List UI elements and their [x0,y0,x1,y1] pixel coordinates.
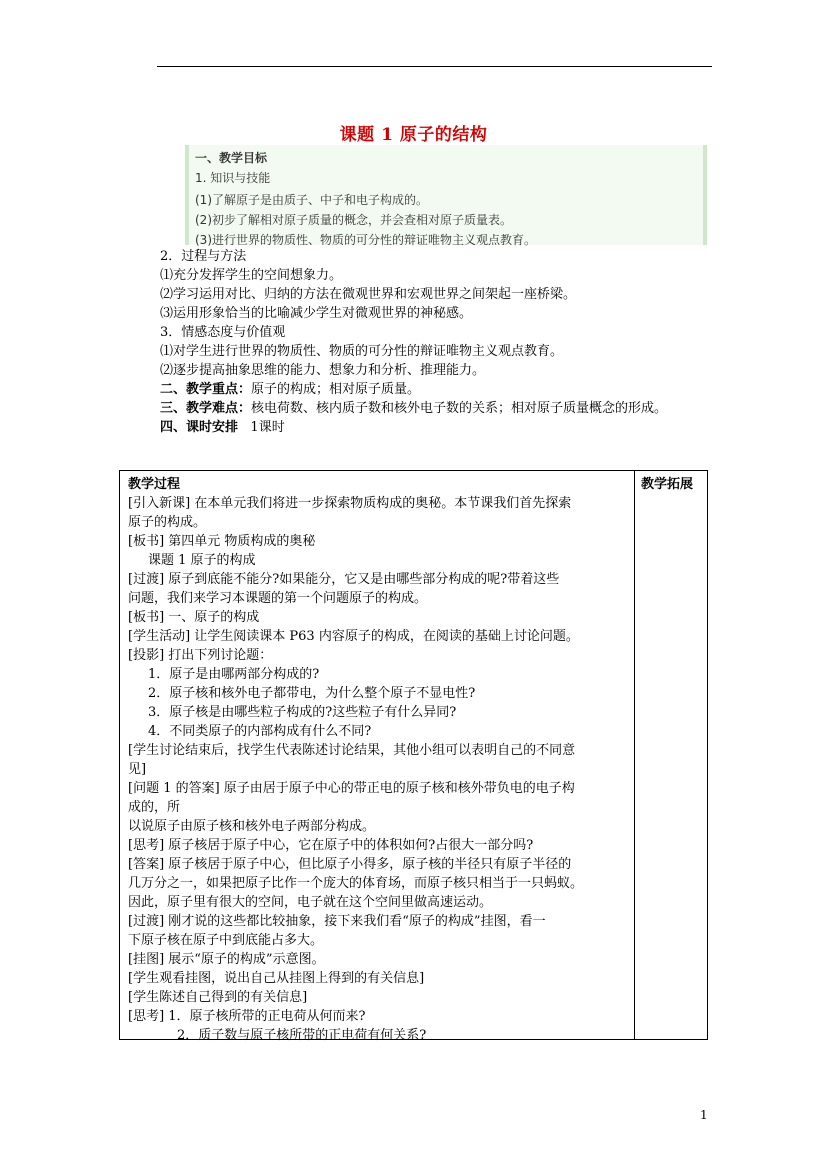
discussion-question: 4．不同类原子的内部构成有什么不同? [148,724,372,739]
process-line: 因此，原子里有很大的空间，电子就在这个空间里做高速运动。 [128,895,493,910]
section-attitude-item: ⑵逐步提高抽象思维的能力、想象力和分析、推理能力。 [160,363,486,378]
header-rule [157,66,712,67]
process-line: 问题，我们来学习本课题的第一个问题原子的构成。 [128,591,428,606]
teaching-goals-box [185,145,707,245]
process-line: [思考] 原子核居于原子中心，它在原子中的体积如何?占很大一部分吗? [128,838,534,853]
teaching-process-cell [120,471,635,1043]
process-line: 成的，所 [128,800,181,815]
section-attitude-heading: 3．情感态度与价值观 [160,325,286,340]
process-line: [过渡] 原子到底能不能分?如果能分，它又是由哪些部分构成的呢?带着这些 [128,572,560,587]
process-line: [思考] 1．原子核所带的正电荷从何而来? [128,1009,366,1024]
process-line: [投影] 打出下列讨论题： [128,648,273,663]
discussion-question: 3．原子核是由哪些粒子构成的?这些粒子有什么异同? [148,705,457,720]
goal-item: (2)初步了解相对原子质量的概念，并会查相对原子质量表。 [195,213,513,227]
process-line: [问题 1 的答案] 原子由居于原子中心的带正电的原子核和核外带负电的电子构 [128,781,575,796]
section-attitude-item: ⑴对学生进行世界的物质性、物质的可分性的辩证唯物主义观点教育。 [160,344,564,359]
extension-header: 教学拓展 [641,477,694,492]
difficulty-line [160,400,667,417]
process-line: [答案] 原子核居于原子中心，但比原子小得多，原子核的半径只有原子半径的 [128,857,572,872]
difficulty-text: 核电荷数、核内质子数和核外电子数的关系；相对原子质量概念的形成。 [251,401,668,416]
lesson-table [119,470,708,1043]
process-line: 见] [128,762,147,777]
process-header: 教学过程 [128,477,181,492]
process-line: 几万分之一，如果把原子比作一个庞大的体育场，而原子核只相当于一只蚂蚁。 [128,876,584,891]
goal-item: (3)进行世界的物质性、物质的可分性的辩证唯物主义观点教育。 [195,233,537,247]
process-line: 课题 1 原子的构成 [148,553,256,568]
process-line: 下原子核在原子中到底能占多大。 [128,933,324,948]
process-line: [挂图] 展示“原子的构成”示意图。 [128,952,325,967]
process-line: 以说原子由原子核和核外电子两部分构成。 [128,819,376,834]
discussion-question: 1．原子是由哪两部分构成的? [148,667,320,682]
page-number: 1 [700,1108,708,1122]
section-process-item: ⑵学习运用对比、归纳的方法在微观世界和宏观世界之间架起一座桥梁。 [160,287,577,302]
goal-item: (1)了解原子是由质子、中子和电子构成的。 [195,193,428,207]
process-line: [引入新课] 在本单元我们将进一步探索物质构成的奥秘。本节课我们首先探索 [128,496,572,511]
key-point-text: 原子的构成；相对原子质量。 [251,382,421,397]
process-line: [过渡] 刚才说的这些都比较抽象，接下来我们看“原子的构成”挂图，看一 [128,914,546,929]
teaching-extension-cell [635,471,708,1040]
schedule-line [160,419,285,436]
process-line: [板书] 第四单元 物质构成的奥秘 [128,534,316,549]
goals-subheading: 1. 知识与技能 [195,171,271,185]
process-line: 原子的构成。 [128,515,207,530]
process-line: [学生陈述自己得到的有关信息] [128,990,308,1005]
discussion-question: 2．原子核和核外电子都带电，为什么整个原子不显电性? [148,686,476,701]
process-line: [学生观看挂图，说出自己从挂图上得到的有关信息] [128,971,425,986]
process-line: [学生讨论结束后，找学生代表陈述讨论结果，其他小组可以表明自己的不同意 [128,743,576,758]
process-line: [学生活动] 让学生阅读课本 P63 内容原子的构成，在阅读的基础上讨论问题。 [128,629,579,644]
section-process-item: ⑶运用形象恰当的比喻减少学生对微观世界的神秘感。 [160,306,473,321]
difficulty-label: 三、教学难点： [160,401,252,416]
schedule-text: 1课时 [250,420,285,435]
section-process-heading: 2．过程与方法 [160,249,247,264]
schedule-label: 四、课时安排 [160,420,239,435]
process-line: 2．质子数与原子核所带的正电荷有何关系? [177,1028,427,1043]
process-line: [板书] 一、原子的构成 [128,610,260,625]
section-process-item: ⑴充分发挥学生的空间想象力。 [160,268,343,283]
goals-heading: 一、教学目标 [195,151,268,165]
page-title: 课题 1 原子的结构 [339,125,488,145]
key-point-label: 二、教学重点： [160,382,252,397]
key-point-line [160,381,420,398]
